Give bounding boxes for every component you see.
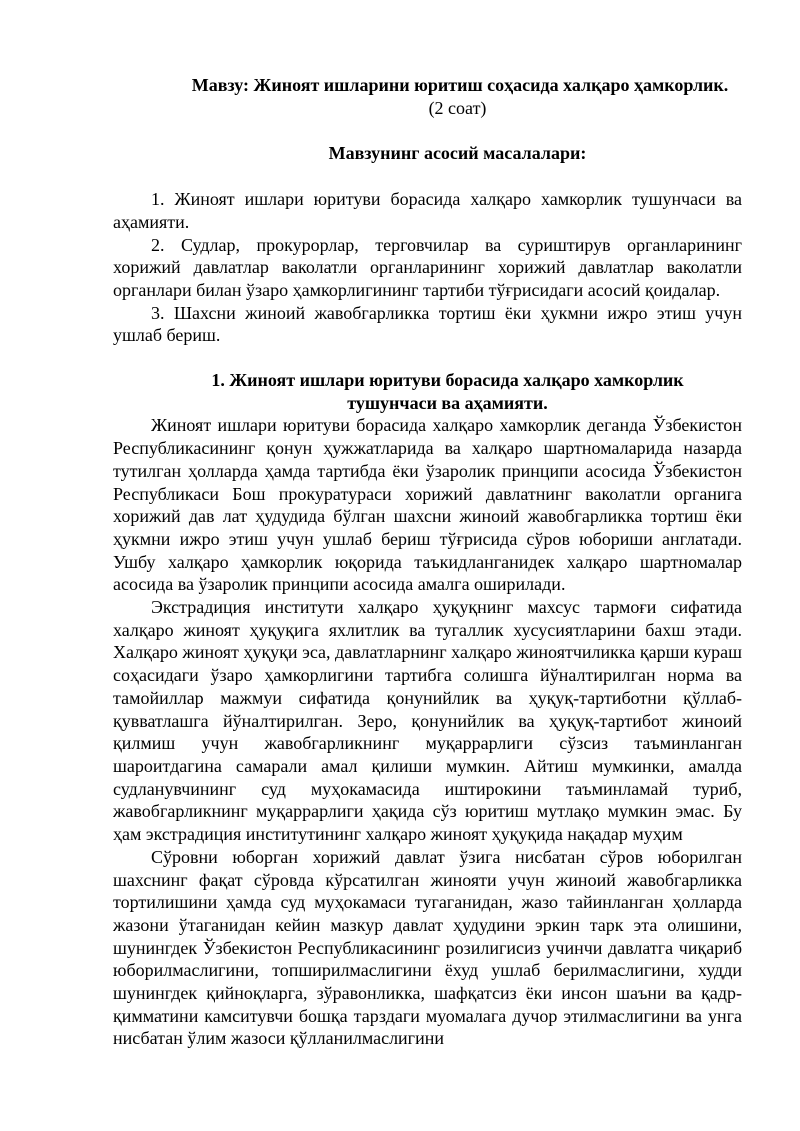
issue-item: 3. Шахсни жиноий жавобгарликка тортиш ёки ҳукмни ижро этиш учун ушлаб бериш. bbox=[113, 302, 742, 346]
document-title: Мавзу: Жиноят ишларини юритиш соҳасида халқаро ҳамкорлик. bbox=[191, 75, 729, 95]
section-heading-line: 1. Жиноят ишлари юритуви борасида халқаро хамкорлик bbox=[211, 370, 684, 391]
body-paragraph: Экстрадиция институти халқаро ҳуқуқнинг махсус тармоғи сифатида халқаро жиноят ҳуқуқига яхлитлик ва тугаллик хусусиятларини бахш этади. Халқаро жиноят ҳуқуқи эса, давлатларнинг халқаро жиноятчиликка қарши кураш соҳасидаги ўзаро ҳамкорлигини тартибга солишга йўналтирилган норма ва тамойиллар мажмуи сифатида қонунийлик ва ҳуқуқ-тартиботни қўллаб-қувватлашга йўналтирилган. Зеро, қонунийлик ва ҳуқуқ-тартибот жиноий қилмиш учун жавобгарликнинг муқаррарлиги сўзсиз таъминланган шароитдагина самарали амал қилиши мумкин. Айтиш мумкинки, амалда судланувчининг суд муҳокамасида иштирокини таъминламай туриб, жавобгарликнинг муқаррарлиги ҳақида сўз юритиш мутлақо мумкин эмас. Бу ҳам экстрадиция институтининг халқаро жиноят ҳуқуқида нақадар муҳим bbox=[113, 597, 742, 845]
issues-list bbox=[113, 188, 742, 347]
body-paragraph: Жиноят ишлари юритуви борасида халқаро хамкорлик деганда Ўзбекистон Республикасининг қонун ҳужжатларида ва халқаро шартномаларида назарда тутилган ҳолларда ҳамда тартибда ёки ўзаролик принципи асосида Ўзбекистон Республикаси Бош прокуратураси хорижий давлатнинг ваколатли органига хорижий дав лат ҳудудида бўлган шахсни жиноий жавобгарликка тортиш ёки ҳукмни ижро этиш учун ушлаб бериш тўғрисида сўров юбориши англатади. Ушбу халқаро ҳамкорлик юқорида таъкидланганидек халқаро шартномалар асосида ва ўзаролик принципи асосида амалга оширилади. bbox=[113, 415, 742, 595]
body-paragraph: Сўровни юборган хорижий давлат ўзига нисбатан сўров юборилган шахснинг фақат сўровда кўрсатилган жинояти учун жиноий жавобгарликка тортилишини ҳамда суд муҳокамаси тугаганидан, жазо тайинланган ҳолларда жазони ўтаганидан кейин мазкур давлат ҳудудини эркин тарк эта олишини, шунингдек Ўзбекистон Республикасининг розилигисиз учинчи давлатга чиқариб юборилмаслигини, топширилмаслигини ёхуд ушлаб берилмаслигини, худди шунингдек қийноқларга, зўравонликка, шафқатсиз ёки инсон шаъни ва қадр-қимматини камситувчи бошқа тарздаги муомалага дучор этилмаслигини ва унга нисбатан ўлим жазоси қўлланилмаслигини bbox=[113, 846, 742, 1049]
issues-heading: Мавзунинг асосий масалалари: bbox=[328, 143, 587, 164]
section-body bbox=[113, 414, 742, 1050]
duration-label: (2 соат) bbox=[428, 97, 487, 118]
issue-item: 1. Жиноят ишлари юритуви борасида халқаро хамкорлик тушунчаси ва аҳамияти. bbox=[113, 189, 742, 232]
issue-item: 2. Судлар, прокурорлар, терговчилар ва суриштирув органларининг хорижий давлатлар ваколатли органларининг хорижий давлатлар ваколатли органлари билан ўзаро ҳамкорлигининг тартиби тўғрисидаги асосий қоидалар. bbox=[113, 234, 742, 300]
section-heading bbox=[113, 369, 742, 414]
section-heading-line: тушунчаси ва аҳамияти. bbox=[347, 392, 548, 413]
